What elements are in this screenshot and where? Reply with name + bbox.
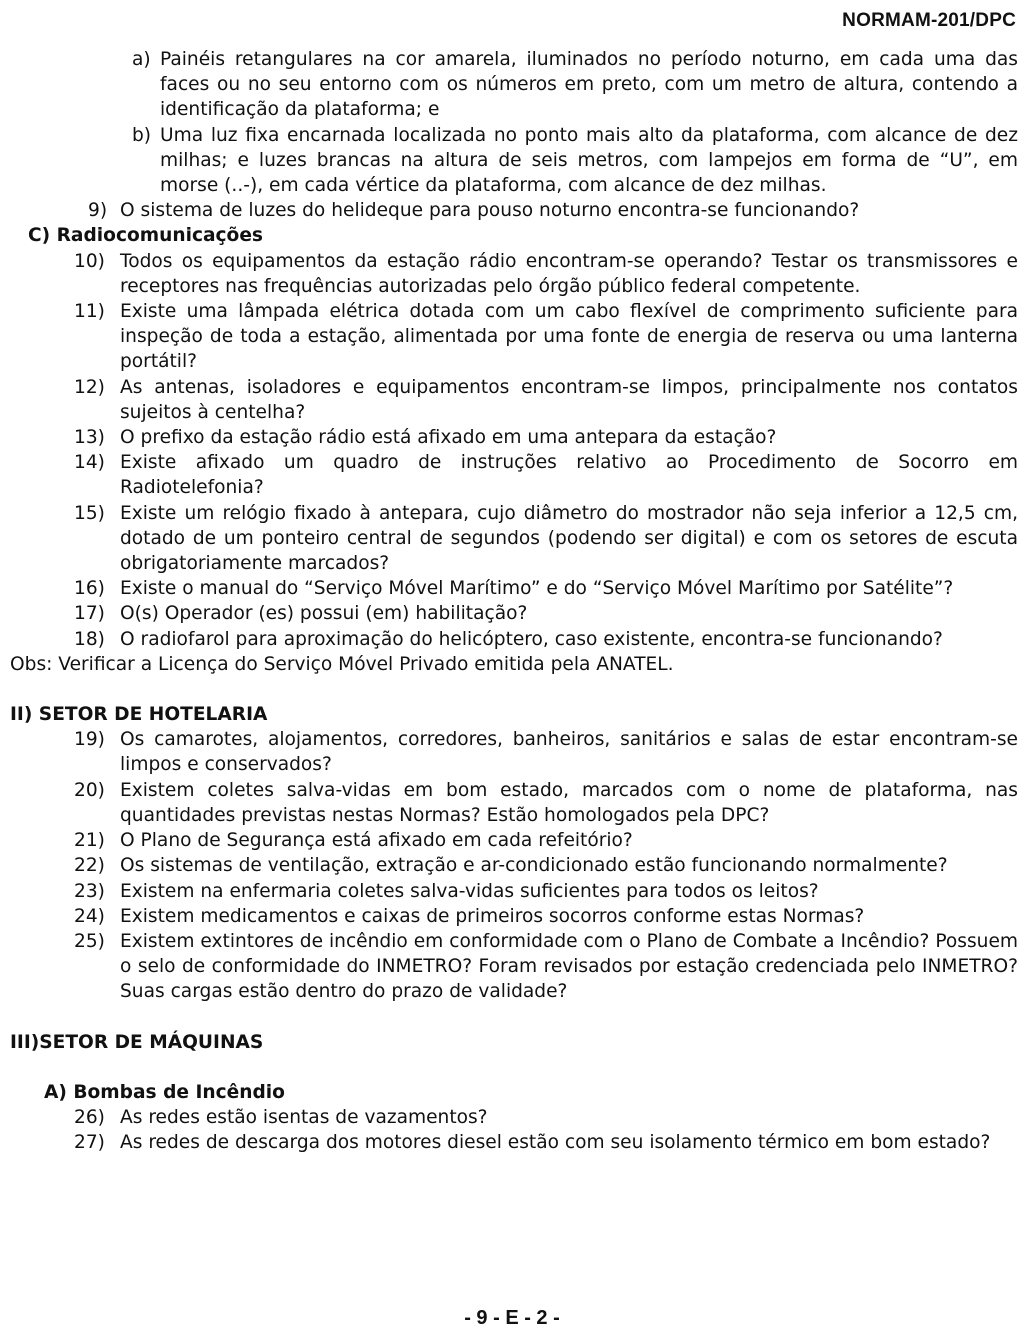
list-item-26 (74, 1105, 1018, 1130)
item-text: As redes de descarga dos motores diesel estão com seu isolamento térmico em bom estado? (120, 1132, 991, 1154)
list-item-9 (88, 198, 1018, 223)
list-item-a (132, 47, 1018, 123)
spacer (10, 677, 1018, 702)
item-marker: 14) (74, 452, 105, 474)
list-item-18 (74, 627, 1018, 652)
item-text: O sistema de luzes do helideque para pouso noturno encontra-se funcionando? (120, 200, 860, 222)
item-marker: 18) (74, 628, 105, 650)
page-number: - 9 - E - 2 - (464, 1307, 560, 1329)
item-text: O Plano de Segurança está afixado em cada refeitório? (120, 830, 633, 852)
spacer (10, 1005, 1018, 1030)
item-text: Os sistemas de ventilação, extração e ar-condicionado estão funcionando normalmente? (120, 855, 948, 877)
item-text: Existe uma lâmpada elétrica dotada com um cabo flexível de comprimento suficiente para inspeção de toda a estação, alimentada por uma fonte de energia de reserva ou uma lanterna portátil? (120, 301, 1018, 373)
item-marker: b) (132, 124, 152, 146)
list-item-19 (74, 727, 1018, 777)
list-item-15 (74, 501, 1018, 577)
item-text: O(s) Operador (es) possui (em) habilitação? (120, 603, 528, 625)
list-item-11 (74, 299, 1018, 375)
item-text: Existem coletes salva-vidas em bom estado, marcados com o nome de plataforma, nas quantidades previstas nestas Normas? Estão homologados pela DPC? (120, 779, 1018, 826)
item-marker: 19) (74, 729, 105, 751)
item-text: Existem extintores de incêndio em conformidade com o Plano de Combate a Incêndio? Possuem o selo de conformidade do INMETRO? Foram revisados por estação credenciada pelo INMETRO? Suas cargas estão dentro do prazo de validade? (120, 930, 1018, 1003)
list-item-22 (74, 853, 1018, 878)
item-marker: 27) (74, 1132, 105, 1154)
item-marker: 11) (74, 301, 105, 323)
item-text: Painéis retangulares na cor amarela, iluminados no período noturno, em cada uma das faces ou no seu entorno com os números em preto, com um metro de altura, contendo a identificação da plataforma; e (160, 49, 1018, 121)
item-marker: 10) (74, 250, 105, 272)
item-marker: 15) (74, 502, 105, 524)
item-text: As antenas, isoladores e equipamentos encontram-se limpos, principalmente nos contatos sujeitos à centelha? (120, 376, 1018, 423)
item-marker: 23) (74, 880, 105, 902)
list-item-13 (74, 425, 1018, 450)
item-text: Existe afixado um quadro de instruções relativo ao Procedimento de Socorro em Radiotelefonia? (120, 452, 1018, 499)
item-marker: 22) (74, 855, 105, 877)
item-marker: 13) (74, 427, 105, 449)
item-marker: 21) (74, 830, 105, 852)
item-text: Existe o manual do “Serviço Móvel Marítimo” e do “Serviço Móvel Marítimo por Satélite”? (120, 578, 954, 600)
item-marker: 25) (74, 930, 105, 952)
list-item-23 (74, 879, 1018, 904)
item-text: O radiofarol para aproximação do helicóptero, caso existente, encontra-se funcionando? (120, 628, 943, 650)
list-item-27 (74, 1130, 1018, 1155)
item-marker: 20) (74, 779, 105, 801)
list-item-21 (74, 828, 1018, 853)
list-item-10 (74, 249, 1018, 299)
item-text: Uma luz fixa encarnada localizada no ponto mais alto da plataforma, com alcance de dez milhas; e luzes brancas na altura de seis metros, com lampejos em forma de “U”, em morse (..-), em cada vértice da plataforma, com alcance de dez milhas. (160, 124, 1018, 197)
item-marker: 17) (74, 603, 105, 625)
item-text: Existem na enfermaria coletes salva-vidas suficientes para todos os leitos? (120, 880, 819, 902)
spacer (10, 1055, 1018, 1080)
item-marker: 24) (74, 905, 105, 927)
document-id-header: NORMAM-201/DPC (842, 10, 1016, 31)
item-text: O prefixo da estação rádio está afixado em uma antepara da estação? (120, 427, 777, 449)
list-item-16 (74, 576, 1018, 601)
list-item-17 (74, 601, 1018, 626)
section-heading-hotelaria: II) SETOR DE HOTELARIA (10, 704, 268, 726)
section-heading-maquinas: III)SETOR DE MÁQUINAS (10, 1031, 264, 1053)
section-heading-radiocomunicacoes: C) Radiocomunicações (28, 225, 264, 247)
item-text: Todos os equipamentos da estação rádio encontram-se operando? Testar os transmissores e receptores nas frequências autorizadas pelo órgão público federal competente. (120, 250, 1018, 297)
item-text: As redes estão isentas de vazamentos? (120, 1106, 488, 1128)
item-marker: a) (132, 49, 151, 70)
item-text: Existem medicamentos e caixas de primeiros socorros conforme estas Normas? (120, 905, 865, 927)
list-item-b (132, 123, 1018, 199)
list-item-20 (74, 778, 1018, 828)
item-marker: 12) (74, 376, 105, 398)
list-item-14 (74, 450, 1018, 500)
item-marker: 9) (88, 200, 108, 222)
item-text: Os camarotes, alojamentos, corredores, banheiros, sanitários e salas de estar encontram-se limpos e conservados? (120, 729, 1018, 776)
section-heading-bombas-incendio: A) Bombas de Incêndio (44, 1081, 285, 1103)
item-text: Existe um relógio fixado à antepara, cujo diâmetro do mostrador não seja inferior a 12,5 cm, dotado de um ponteiro central de segundos (podendo ser digital) e com os setores de escuta obrigatoriamente marcados? (120, 502, 1018, 575)
observation-note: Obs: Verificar a Licença do Serviço Móvel Privado emitida pela ANATEL. (10, 653, 674, 675)
list-item-12 (74, 375, 1018, 425)
item-marker: 26) (74, 1106, 105, 1128)
list-item-25 (74, 929, 1018, 1005)
list-item-24 (74, 904, 1018, 929)
item-marker: 16) (74, 578, 105, 600)
document-body (10, 47, 1018, 1155)
